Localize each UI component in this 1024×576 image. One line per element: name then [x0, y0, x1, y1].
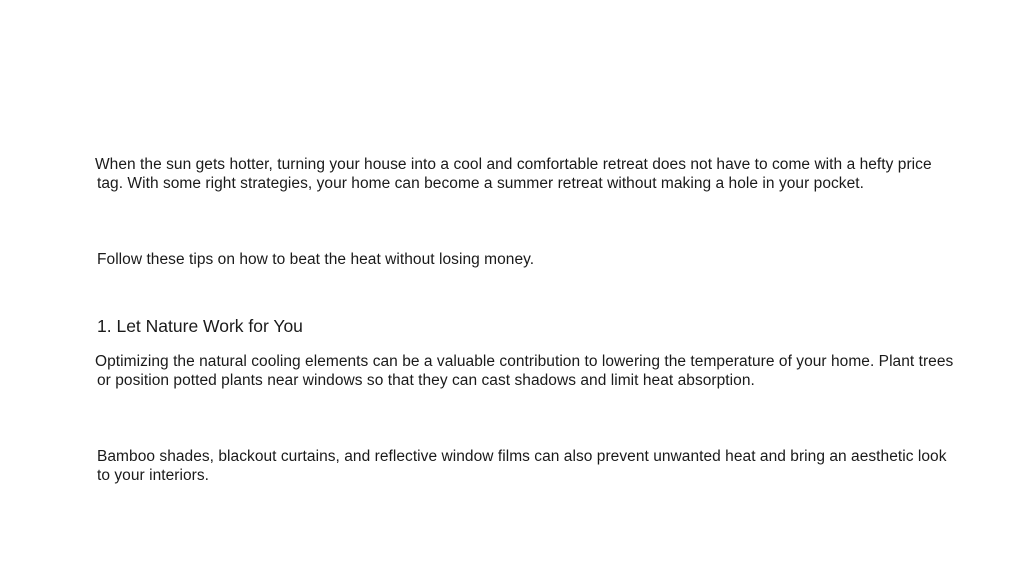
section-paragraph-cooling: Optimizing the natural cooling elements can be a valuable contribution to lowering the temperature of your home. Plant trees or position potted plants near windows so that they can cast shadows and limit heat absorption.	[95, 353, 954, 389]
tips-intro-paragraph: Follow these tips on how to beat the heat without losing money.	[97, 251, 535, 268]
section-heading: 1. Let Nature Work for You	[97, 316, 303, 336]
intro-paragraph: When the sun gets hotter, turning your house into a cool and comfortable retreat does not have to come with a hefty price tag. With some right strategies, your home can become a summer retreat without making a hole in your pocket.	[95, 156, 932, 192]
section-paragraph-shades: Bamboo shades, blackout curtains, and reflective window films can also prevent unwanted heat and bring an aesthetic look to your interiors.	[97, 448, 947, 484]
